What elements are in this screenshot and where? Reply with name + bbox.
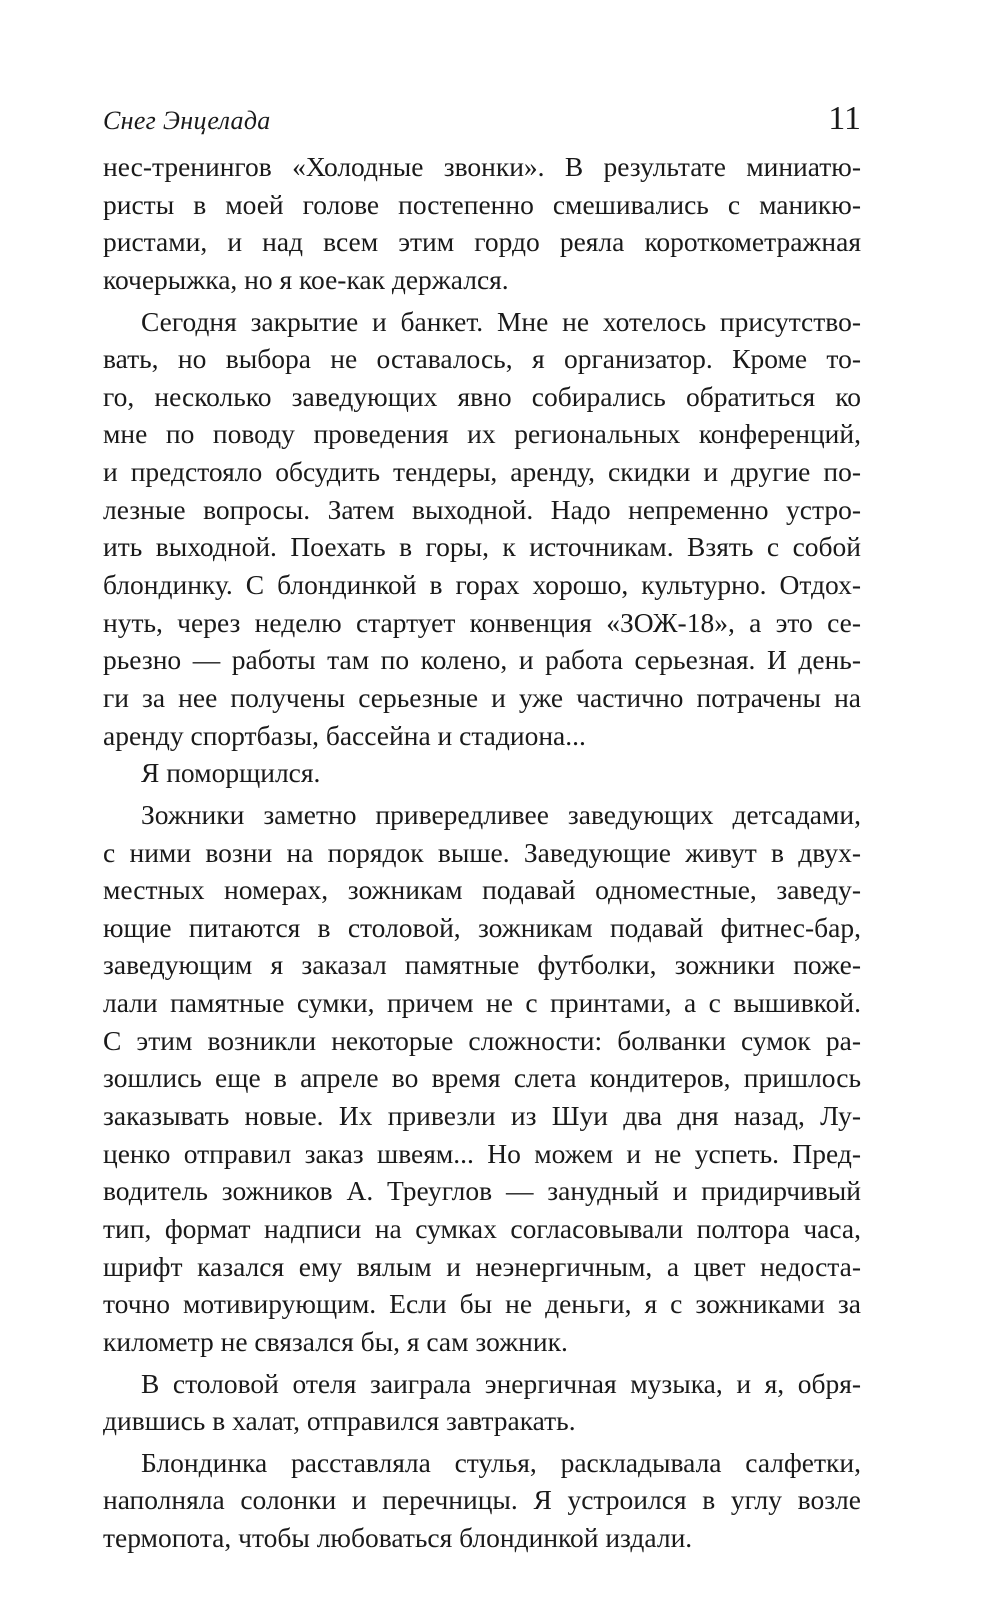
text-line: лезные вопросы. Затем выходной. Надо непременно устро- xyxy=(103,493,861,525)
paragraph-4 xyxy=(103,796,861,1361)
text-line: Блондинка расставляла стулья, раскладывала салфетки, xyxy=(141,1446,861,1478)
text-line: ценко отправил заказ швеям... Но можем и не успеть. Пред- xyxy=(103,1137,861,1169)
text-line: блондинку. С блондинкой в горах хорошо, культурно. Отдох- xyxy=(103,569,861,601)
text-line: ги за нее получены серьезные и уже частично потрачены на xyxy=(103,681,861,713)
text-line: рьезно — работы там по колено, и работа серьезная. И день- xyxy=(103,644,861,676)
text-line: местных номерах, зожникам подавай одноместные, заведу- xyxy=(103,874,861,906)
paragraph-3 xyxy=(103,754,861,792)
running-head xyxy=(103,100,861,144)
text-line: наполняла солонки и перечницы. Я устроился в углу возле xyxy=(103,1484,861,1516)
text-line: ющие питаются в столовой, зожникам подавай фитнес-бар, xyxy=(103,911,861,943)
text-line: дившись в халат, отправился завтракать. xyxy=(103,1405,576,1437)
text-line: и предстояло обсудить тендеры, аренду, скидки и другие по- xyxy=(103,456,861,488)
text-line: мне по поводу проведения их региональных конференций, xyxy=(103,418,861,450)
text-line: В столовой отеля заиграла энергичная музыка, и я, обря- xyxy=(141,1367,861,1399)
text-line: кочерыжка, но я кое-как держался. xyxy=(103,263,509,295)
text-line: нес-тренингов «Холодные звонки». В результате миниатю- xyxy=(103,151,861,182)
text-line: термопота, чтобы любоваться блондинкой издали. xyxy=(103,1522,693,1554)
text-line: шрифт казался ему вялым и неэнергичным, а цвет недоста- xyxy=(103,1250,861,1282)
paragraph-2 xyxy=(103,303,861,755)
paragraph-6 xyxy=(103,1444,861,1557)
text-line: Сегодня закрытие и банкет. Мне не хотелось присутство- xyxy=(141,305,861,337)
text-line: го, несколько заведующих явно собирались обратиться ко xyxy=(103,380,861,412)
text-line: заведующим я заказал памятные футболки, зожники поже- xyxy=(103,949,861,981)
text-line: водитель зожников А. Треуглов — занудный и придирчивый xyxy=(103,1175,861,1207)
text-line: тип, формат надписи на сумках согласовывали полтора часа, xyxy=(103,1212,861,1244)
paragraph-1 xyxy=(103,148,861,299)
text-line: заказывать новые. Их привезли из Шуи два дня назад, Лу- xyxy=(103,1100,861,1132)
text-line: аренду спортбазы, бассейна и стадиона... xyxy=(103,719,586,751)
text-line: ить выходной. Поехать в горы, к источникам. Взять с собой xyxy=(103,531,861,563)
text-line: нуть, через неделю стартует конвенция «ЗОЖ-18», а это се- xyxy=(103,606,861,638)
text-line: С этим возникли некоторые сложности: болванки сумок ра- xyxy=(103,1024,861,1056)
text-line: вать, но выбора не оставалось, я организатор. Кроме то- xyxy=(103,343,861,375)
text-line: лали памятные сумки, причем не с принтами, а с вышивкой. xyxy=(103,987,861,1019)
text-line: Я поморщился. xyxy=(141,757,321,789)
text-body xyxy=(103,148,861,1557)
text-line: Зожники заметно привередливее заведующих детсадами, xyxy=(141,798,861,830)
text-line: ристами, и над всем этим гордо реяла короткометражная xyxy=(103,226,861,258)
paragraph-5 xyxy=(103,1365,861,1440)
page-number: 11 xyxy=(828,100,861,137)
text-line: километр не связался бы, я сам зожник. xyxy=(103,1325,568,1357)
text-line: точно мотивирующим. Если бы не деньги, я с зожниками за xyxy=(103,1288,861,1320)
text-line: с ними возни на порядок выше. Заведующие живут в двух- xyxy=(103,836,861,868)
text-line: ристы в моей голове постепенно смешивались с маникю- xyxy=(103,188,861,220)
running-title: Снег Энцелада xyxy=(103,106,271,135)
text-line: зошлись еще в апреле во время слета кондитеров, пришлось xyxy=(103,1062,861,1094)
